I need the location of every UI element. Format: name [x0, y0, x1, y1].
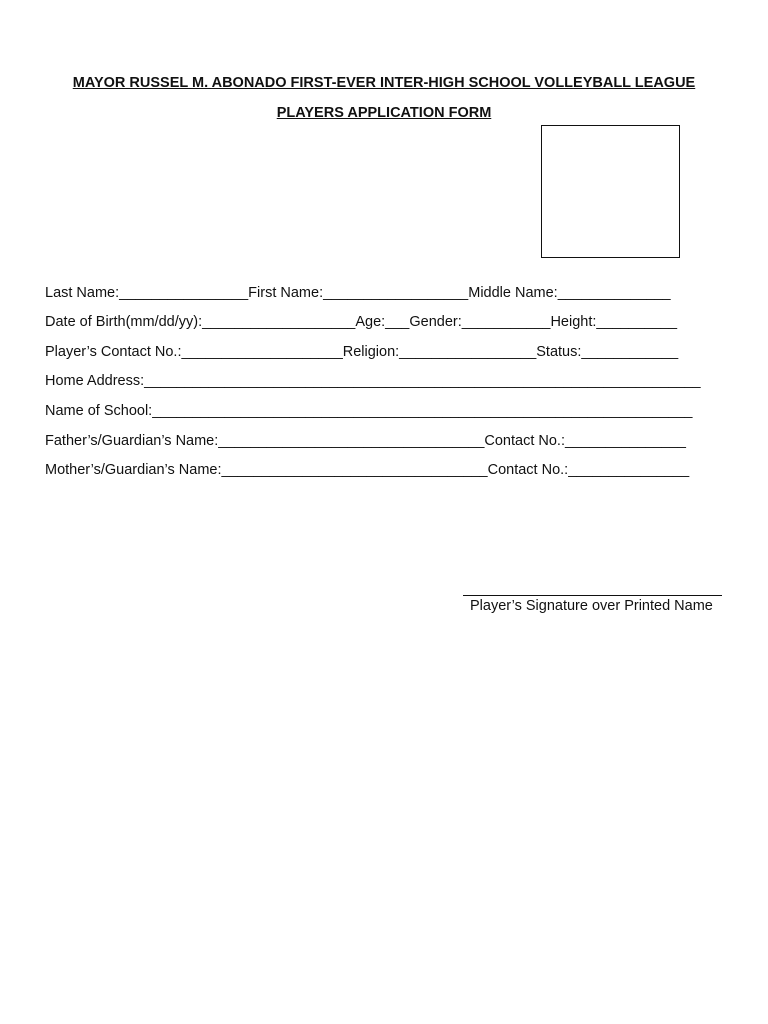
photo-box [541, 125, 680, 258]
name-line: Last Name:________________First Name:__________________Middle Name:______________ [45, 285, 671, 301]
home-address-line: Home Address:_____________________________________________________________________ [45, 373, 701, 389]
mother-guardian-line: Mother’s/Guardian’s Name:_________________________________Contact No.:_______________ [45, 462, 690, 478]
contact-religion-status-line: Player’s Contact No.:____________________Religion:_________________Status:____________ [45, 344, 679, 360]
signature-line [463, 595, 722, 596]
form-title: MAYOR RUSSEL M. ABONADO FIRST-EVER INTER-HIGH SCHOOL VOLLEYBALL LEAGUE [72, 75, 696, 91]
school-name-line: Name of School:___________________________________________________________________ [45, 403, 693, 419]
form-subtitle: PLAYERS APPLICATION FORM [276, 105, 492, 121]
father-guardian-line: Father’s/Guardian’s Name:_________________________________Contact No.:_______________ [45, 433, 686, 449]
signature-caption: Player’s Signature over Printed Name [470, 598, 713, 614]
birth-age-gender-height-line: Date of Birth(mm/dd/yy):___________________Age:___Gender:___________Height:__________ [45, 314, 678, 330]
